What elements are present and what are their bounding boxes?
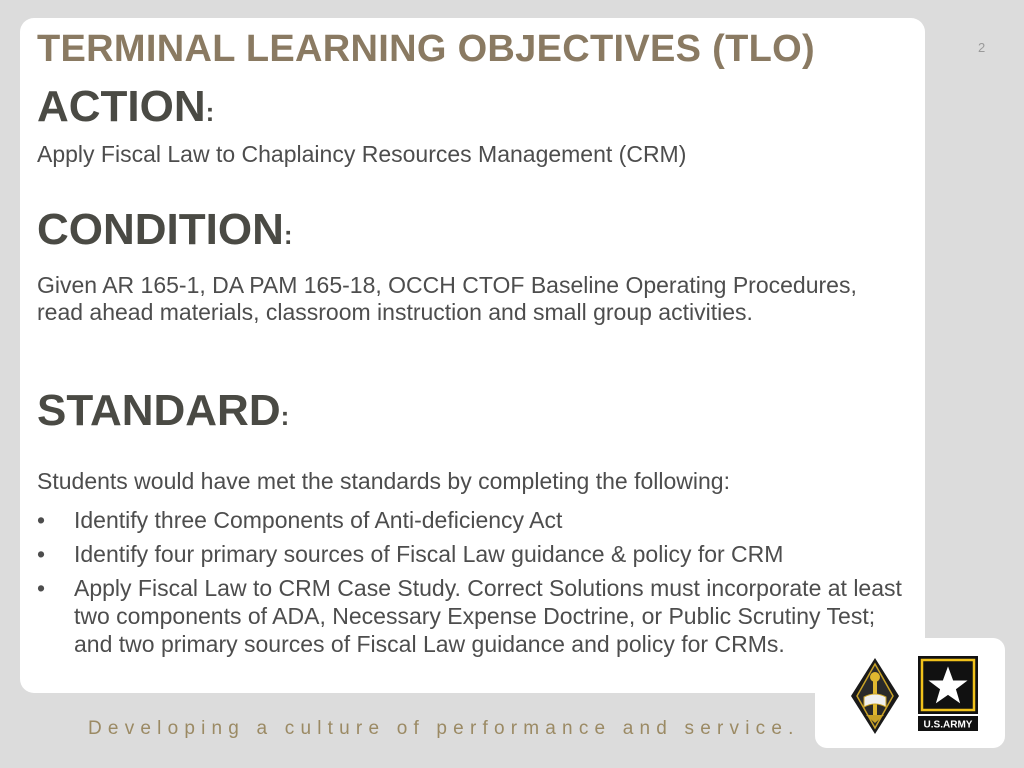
bullet-icon: • [37,575,46,601]
bullet-icon: • [37,541,46,567]
army-star-icon [918,656,978,732]
condition-heading-colon: : [283,220,293,250]
condition-text: Given AR 165-1, DA PAM 165-18, OCCH CTOF Baseline Operating Procedures, read ahead materials, classroom instruction and small group activities. [37,272,857,325]
standard-bullet-list [37,506,917,664]
action-heading-label: ACTION [37,82,206,131]
standard-heading-colon: : [280,401,290,431]
standard-heading [37,386,289,436]
action-text: Apply Fiscal Law to Chaplaincy Resources Management (CRM) [37,141,687,167]
footer-tagline: Developing a culture of performance and service. [88,718,800,739]
condition-heading-label: CONDITION [37,205,284,254]
condition-heading [37,205,293,255]
action-heading [37,82,214,132]
standard-heading-label: STANDARD [37,386,281,435]
slide-title: TERMINAL LEARNING OBJECTIVES (TLO) [37,28,815,70]
army-logo-text: U.S.ARMY [923,719,973,731]
list-item [37,540,917,568]
list-item-text: Identify four primary sources of Fiscal Law guidance & policy for CRM [74,541,784,567]
bullet-icon: • [37,507,46,533]
branch-insignia-icon [850,657,900,735]
action-heading-colon: : [205,97,215,127]
page-number: 2 [978,40,986,55]
list-item [37,506,917,534]
list-item-text: Apply Fiscal Law to CRM Case Study. Correct Solutions must incorporate at least two components of ADA, Necessary Expense Doctrine, or Public Scrutiny Test; and two primary sources of Fiscal Law guidance and policy for CRMs. [74,575,902,657]
list-item [37,574,917,658]
standard-intro: Students would have met the standards by completing the following: [37,468,730,494]
list-item-text: Identify three Components of Anti-deficiency Act [74,507,563,533]
